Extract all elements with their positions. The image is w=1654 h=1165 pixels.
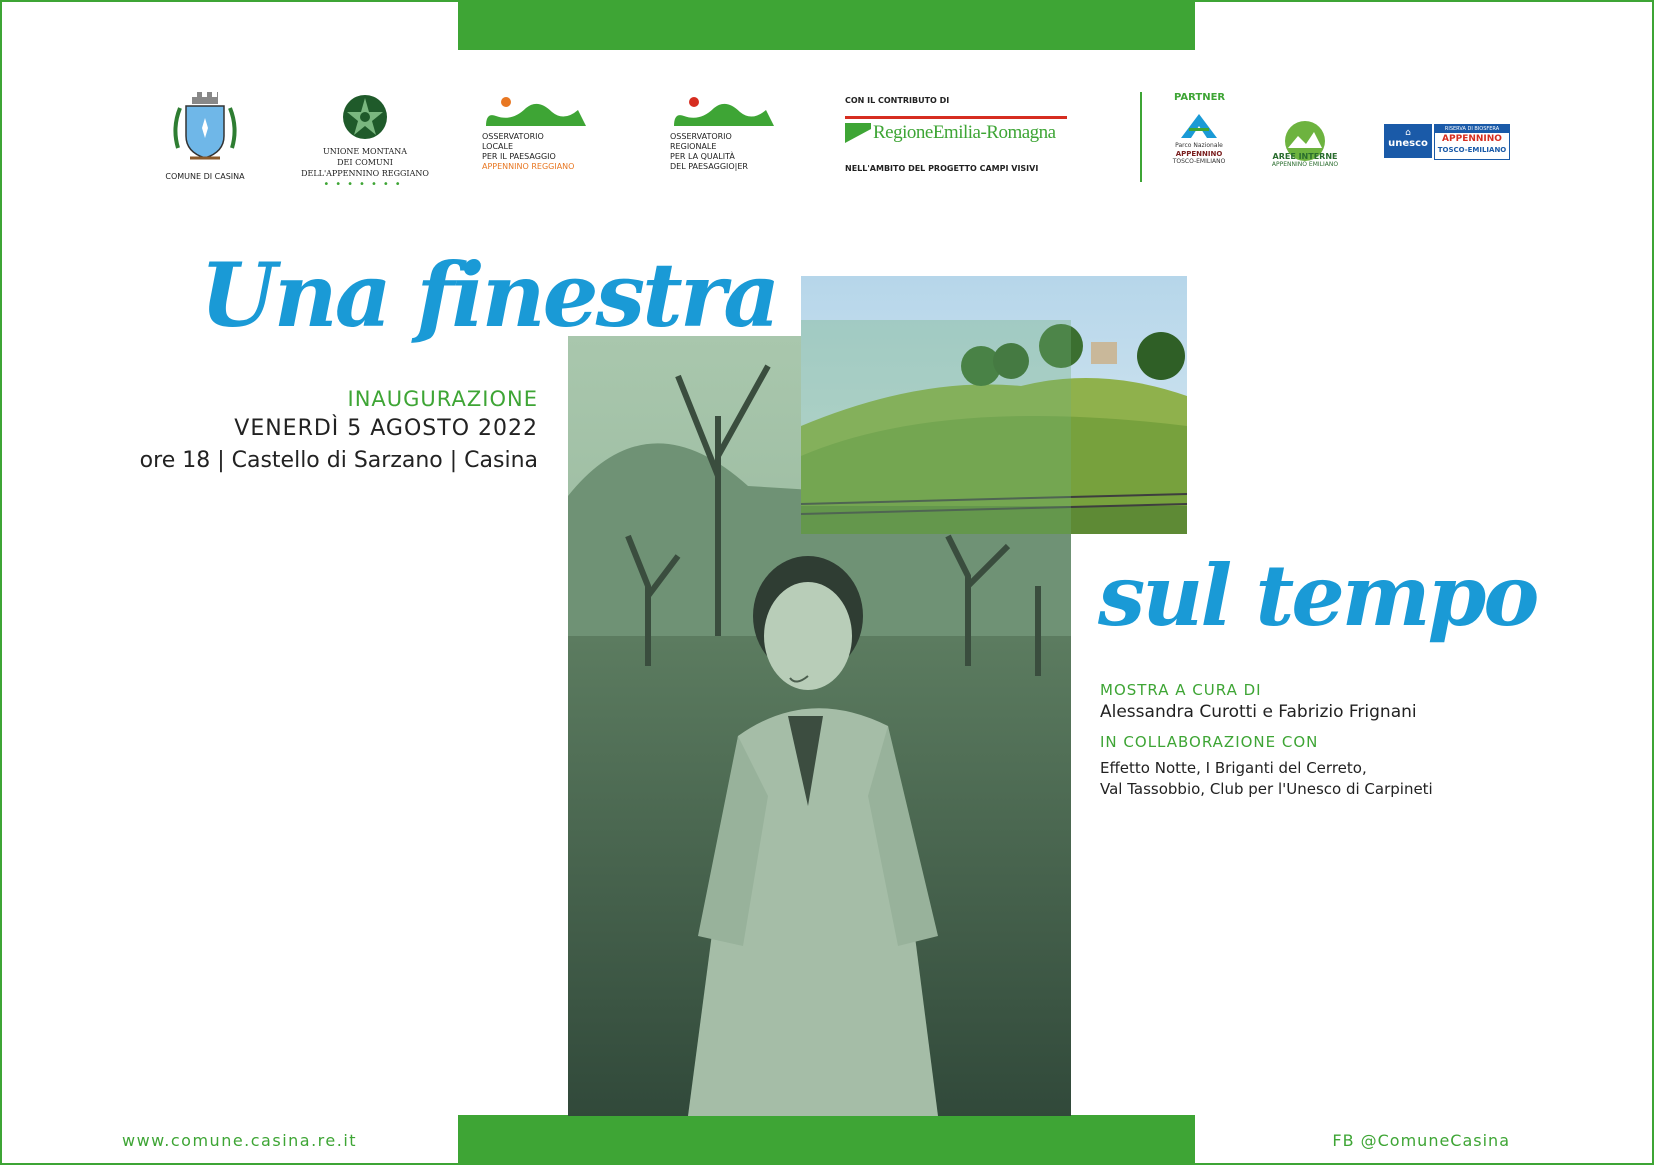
unesco-temple-icon: ⌂ xyxy=(1405,128,1411,138)
event-place: ore 18 | Castello di Sarzano | Casina xyxy=(139,448,538,473)
riserva-line-2: APPENNINO xyxy=(1442,134,1502,144)
aree-line-1: AREE INTERNE xyxy=(1272,152,1338,161)
parco-line-3: TOSCO-EMILIANO xyxy=(1172,158,1226,165)
bottom-green-bar xyxy=(458,1115,1195,1165)
regione-mark xyxy=(845,122,1075,144)
progetto-label: NELL'AMBITO DEL PROGETTO CAMPI VISIVI xyxy=(845,164,1039,173)
logo-osservatorio-regionale xyxy=(670,94,820,172)
collaboration-label: IN COLLABORAZIONE CON xyxy=(1100,733,1319,751)
logo-osservatorio-locale xyxy=(482,94,632,172)
parco-icon xyxy=(1179,114,1219,138)
oss-loc-line-2: LOCALE xyxy=(482,142,514,151)
riserva-box xyxy=(1434,124,1510,160)
osservatorio-locale-icon xyxy=(482,94,592,128)
contributo-label: CON IL CONTRIBUTO DI xyxy=(845,96,950,105)
exhibition-credits xyxy=(1100,680,1580,800)
partner-label: PARTNER xyxy=(1174,92,1226,103)
unione-line-2: DEI COMUNI xyxy=(337,158,393,167)
oss-loc-line-3: PER IL PAESAGGIO xyxy=(482,152,556,161)
oss-reg-line-4: DEL PAESAGGIO|ER xyxy=(670,162,748,171)
riserva-line-1: RISERVA DI BIOSFERA xyxy=(1435,125,1509,133)
riserva-line-3: TOSCO-EMILIANO xyxy=(1437,146,1507,154)
unione-line-3: DELL'APPENNINO REGGIANO xyxy=(301,169,429,178)
curators-names: Alessandra Curotti e Fabrizio Frignani xyxy=(1100,702,1417,722)
landscape-photo-illustration xyxy=(801,276,1187,534)
title-line-2: sul tempo xyxy=(1098,546,1537,645)
regione-flag-icon xyxy=(845,123,871,143)
unione-dots: ••••••• xyxy=(323,179,407,190)
parco-line-1: Parco Nazionale xyxy=(1175,142,1223,149)
logo-aree-interne xyxy=(1260,120,1350,169)
inauguration-label: INAUGURAZIONE xyxy=(347,387,538,411)
unione-line-1: UNIONE MONTANA xyxy=(322,147,408,156)
oss-reg-line-1: OSSERVATORIO xyxy=(670,132,732,141)
partner-block xyxy=(1140,92,1522,182)
parco-line-2: APPENNINO xyxy=(1175,150,1223,158)
regione-name: RegioneEmilia-Romagna xyxy=(873,122,1056,143)
collaboration-line-2: Val Tassobbio, Club per l'Unesco di Carpineti xyxy=(1100,780,1433,798)
logo-unione-montana xyxy=(290,92,440,190)
title-line-1: Una finestra xyxy=(200,243,778,347)
oss-reg-line-3: PER LA QUALITÀ xyxy=(670,152,735,161)
oss-reg-line-2: REGIONALE xyxy=(670,142,717,151)
osservatorio-regionale-icon xyxy=(670,94,780,128)
casina-caption: COMUNE DI CASINA xyxy=(165,172,245,181)
facebook-handle[interactable]: FB @ComuneCasina xyxy=(1332,1131,1510,1150)
event-info xyxy=(140,384,538,478)
regione-red-rule xyxy=(845,116,1067,119)
top-green-bar xyxy=(458,0,1195,50)
logo-parco-nazionale xyxy=(1166,114,1232,166)
landscape-photo xyxy=(801,276,1187,534)
unione-emblem-icon xyxy=(340,92,390,142)
oss-loc-line-1: OSSERVATORIO xyxy=(482,132,544,141)
logo-regione-emilia-romagna xyxy=(845,96,1075,174)
unesco-label: unesco xyxy=(1388,138,1428,149)
website-link[interactable]: www.comune.casina.re.it xyxy=(122,1131,358,1150)
logo-unesco-riserva xyxy=(1384,124,1510,160)
event-date: VENERDÌ 5 AGOSTO 2022 xyxy=(234,416,538,441)
aree-line-2: APPENNINO EMILIANO xyxy=(1271,161,1339,168)
collaboration-line-1: Effetto Notte, I Briganti del Cerreto, xyxy=(1100,759,1367,777)
casina-crest-icon xyxy=(170,88,240,168)
logo-comune-casina xyxy=(160,88,250,182)
curator-label: MOSTRA A CURA DI xyxy=(1100,681,1262,699)
unesco-box xyxy=(1384,124,1432,158)
oss-loc-sub: APPENNINO REGGIANO xyxy=(482,162,575,171)
